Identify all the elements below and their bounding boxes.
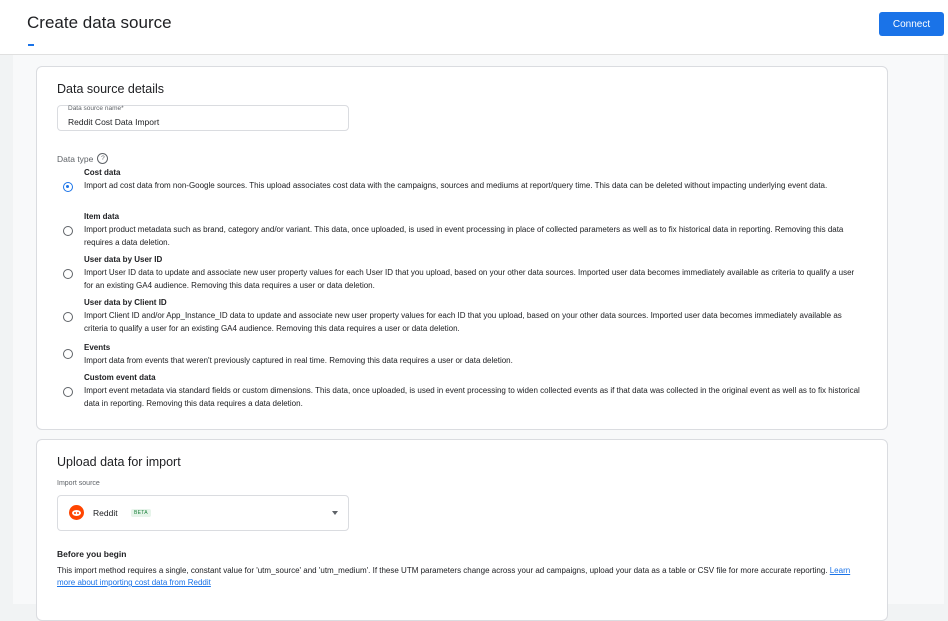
before-you-begin-title: Before you begin — [57, 549, 127, 559]
option-description: Import User ID data to update and associate new user property values for each User ID that you upload, based on your other data sources. Imported user data becomes immediately available as criteria to qualify a user for an existing GA4 audience. Removing this data requires a user or data deletion. — [84, 268, 855, 290]
option-title: User data by Client ID — [84, 298, 167, 307]
option-title: Custom event data — [84, 373, 156, 382]
radio-cost-data[interactable] — [63, 182, 73, 192]
option-description: Import data from events that weren't previously captured in real time. Removing this data requires a user or data deletion. — [84, 356, 513, 365]
option-description: Import ad cost data from non-Google sources. This upload associates cost data with the campaigns, sources and mediums at report/query time. This data can be deleted without impacting underlying event data. — [84, 181, 828, 190]
radio-item-data[interactable] — [63, 226, 73, 236]
learn-more-link[interactable]: Learn more about importing cost data from Reddit — [57, 566, 851, 587]
upload-data-card — [36, 439, 888, 621]
help-circle-icon[interactable]: ? — [97, 153, 108, 164]
data-source-details-card — [36, 66, 888, 430]
option-title: Item data — [84, 212, 120, 221]
connect-button[interactable]: Connect — [879, 12, 944, 36]
dropdown-arrow-icon — [332, 511, 338, 515]
option-title: Events — [84, 343, 111, 352]
data-type-label-text: Data type — [57, 153, 94, 164]
data-source-name-field[interactable] — [57, 105, 349, 131]
title-underline — [28, 44, 34, 46]
option-description: Import event metadata via standard fields or custom dimensions. This data, once uploaded, is used in event processing to widen collected events as if that data was collected in the original event as well as to fix historical data in reporting. Removing this data requires a data deletion. — [84, 386, 860, 408]
data-source-name-label: Data source name* — [68, 105, 124, 112]
radio-user-data-by-user-id[interactable] — [63, 269, 73, 279]
upload-card-title: Upload data for import — [57, 455, 181, 469]
page-title: Create data source — [27, 13, 172, 32]
radio-user-data-by-client-id[interactable] — [63, 312, 73, 322]
option-title: User data by User ID — [84, 255, 163, 264]
import-source-value: Reddit — [93, 508, 118, 518]
before-you-begin-body: This import method requires a single, constant value for 'utm_source' and 'utm_medium'. If these UTM parameters change across your ad campaigns, upload your data as a table or CSV file for more accurate reporting. — [57, 566, 828, 575]
radio-custom-event-data[interactable] — [63, 387, 73, 397]
data-type-label — [57, 153, 108, 164]
option-title: Cost data — [84, 168, 121, 177]
reddit-icon — [69, 505, 84, 520]
data-source-name-value: Reddit Cost Data Import — [68, 117, 160, 127]
option-description: Import Client ID and/or App_Instance_ID data to update and associate new user property values for each ID that you upload, based on your other data sources. Imported user data becomes immediately available as criteria to qualify a user for an existing GA4 audience. Removing this data requires a user or data deletion. — [84, 311, 842, 333]
before-you-begin-text — [57, 565, 867, 589]
import-source-dropdown[interactable] — [57, 495, 349, 531]
details-card-title: Data source details — [57, 82, 165, 96]
option-description: Import product metadata such as brand, category and/or variant. This data, once uploaded, is used in event processing in place of collected parameters as well as to fix historical data in reporting. Removing this data requires a data deletion. — [84, 225, 844, 247]
beta-badge: BETA — [131, 509, 151, 517]
top-bar — [0, 0, 948, 55]
radio-events[interactable] — [63, 349, 73, 359]
import-source-label: Import source — [57, 480, 100, 487]
